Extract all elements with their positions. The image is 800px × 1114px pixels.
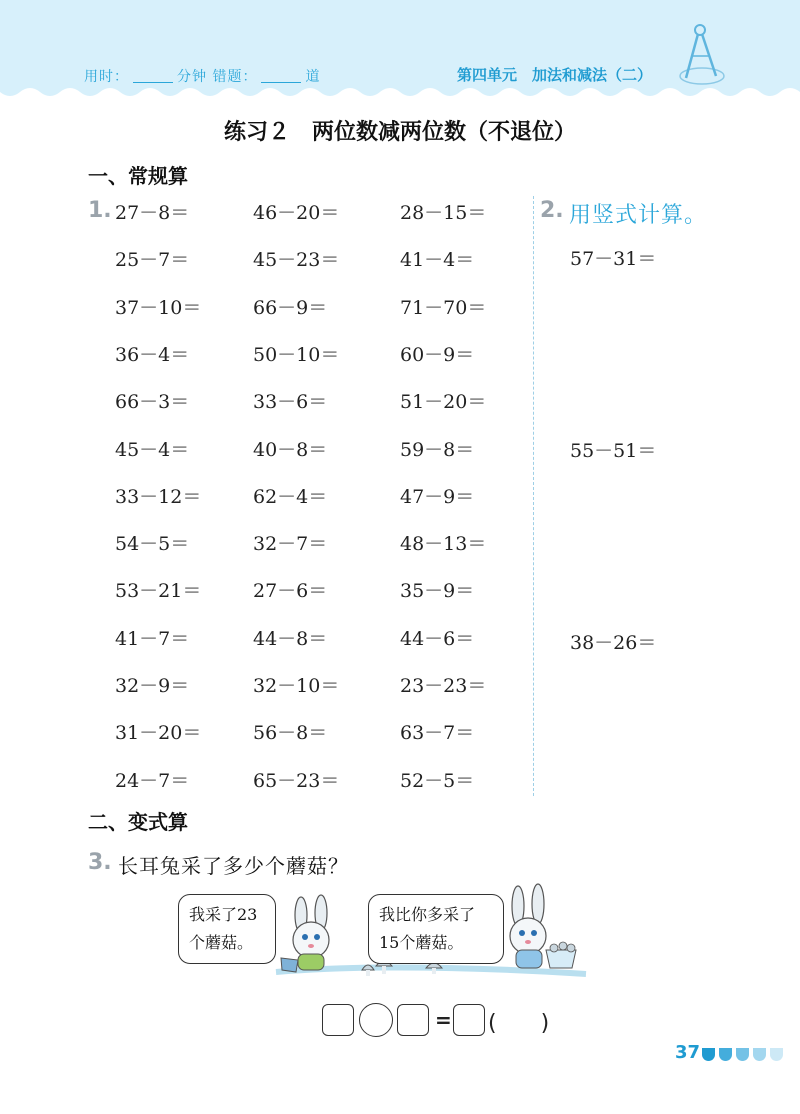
page-title: 练习２ 两位数减两位数（不退位）: [223, 120, 576, 145]
oral-calc-problem: 46－20＝: [253, 202, 340, 224]
speech-bubble-1-line-1: 我采了23: [189, 905, 258, 924]
section-heading-regular: 一、常规算: [88, 164, 188, 188]
oral-calc-problem: 45－4＝: [115, 438, 190, 461]
errors-label: 错题：: [212, 69, 258, 85]
oral-calc-problem: 54－5＝: [115, 533, 190, 556]
oral-calc-problem: 50－10＝: [253, 343, 340, 366]
oral-calc-problem: 44－6＝: [400, 627, 475, 650]
rabbit-2-icon: [510, 884, 576, 968]
page-dot-icon: [702, 1048, 715, 1061]
oral-calc-problem: 40－8＝: [253, 438, 328, 461]
page-dot-icon: [770, 1048, 783, 1061]
speech-bubble-1-line-2: 个蘑菇。: [189, 933, 254, 952]
oral-calc-problem: 47－9＝: [400, 485, 475, 508]
unit-parentheses[interactable]: ( ): [488, 1011, 550, 1036]
oral-calc-problem: 41－4＝: [400, 249, 475, 272]
vertical-calc-instruction: 用竖式计算。: [569, 203, 708, 228]
unit-title: 第四单元 加法和减法（二）: [457, 66, 653, 84]
speech-bubble-2: [368, 894, 504, 964]
answer-box-1[interactable]: [322, 1004, 354, 1036]
oral-calc-problem: 33－12＝: [115, 485, 202, 508]
section-heading-variant: 二、变式算: [88, 810, 188, 834]
speech-bubble-2-line-1: 我比你多采了: [379, 905, 476, 924]
oral-calc-problem: 31－20＝: [115, 722, 202, 745]
vertical-calc-problem: 57－31＝: [570, 248, 657, 270]
page-header: [0, 0, 800, 100]
oral-calc-problem: 32－7＝: [253, 533, 328, 556]
oral-calc-problem: 23－23＝: [400, 675, 487, 697]
oral-calc-problem: 27－6＝: [253, 580, 328, 603]
answer-box-result[interactable]: [453, 1004, 485, 1036]
oral-calc-problem: 66－3＝: [115, 391, 190, 414]
question-number-2: 2.: [540, 198, 564, 223]
compass-icon: [672, 20, 732, 90]
oral-calc-problem: 63－7＝: [400, 722, 475, 745]
question-number-3: 3.: [88, 850, 112, 875]
oral-calc-problem: 60－9＝: [400, 343, 475, 366]
oral-calc-problem: 35－9＝: [400, 580, 475, 603]
word-problem-text: 长耳兔采了多少个蘑菇？: [118, 854, 349, 878]
operator-circle[interactable]: [359, 1003, 393, 1037]
vertical-calc-problem: 55－51＝: [570, 440, 657, 462]
oral-calc-problem: 36－4＝: [115, 343, 190, 366]
oral-calc-problem: 56－8＝: [253, 722, 328, 745]
oral-calc-problem: 41－7＝: [115, 627, 190, 650]
page-dot-icon: [753, 1048, 766, 1061]
oral-calc-problem: 62－4＝: [253, 485, 328, 508]
equals-sign: =: [435, 1008, 452, 1032]
oral-calc-problem: 53－21＝: [115, 580, 202, 603]
oral-calc-problem: 44－8＝: [253, 627, 328, 650]
oral-calc-problem: 45－23＝: [253, 249, 340, 272]
oral-calc-problem: 59－8＝: [400, 438, 475, 461]
page-number: 37: [675, 1042, 701, 1063]
speech-bubble-2-line-2: 15个蘑菇。: [379, 933, 464, 952]
oral-calc-problem: 65－23＝: [253, 769, 340, 792]
page-dot-icon: [719, 1048, 732, 1061]
rabbit-1-icon: [281, 895, 329, 972]
vertical-calc-problem: 38－26＝: [570, 632, 657, 654]
oral-calc-problem: 37－10＝: [115, 296, 202, 319]
time-label: 用时：: [84, 69, 129, 85]
errors-blank: [261, 82, 301, 83]
question-number-1: 1.: [88, 198, 112, 223]
speech-bubble-1: [178, 894, 276, 964]
oral-calc-problem: 71－70＝: [400, 296, 487, 319]
oral-calc-problem: 32－10＝: [253, 675, 340, 697]
oral-calc-problem: 32－9＝: [115, 675, 190, 697]
minute-label: 分钟: [177, 69, 207, 85]
oral-calc-problem: 66－9＝: [253, 296, 328, 319]
oral-calc-problem: 51－20＝: [400, 391, 487, 414]
errors-unit: 道: [305, 69, 321, 85]
oral-calc-problem: 28－15＝: [400, 202, 487, 224]
oral-calc-problem: 24－7＝: [115, 769, 190, 792]
oral-calc-problem: 52－5＝: [400, 769, 475, 792]
oral-calc-problem: 33－6＝: [253, 391, 328, 414]
column-divider: [533, 196, 534, 796]
page-dot-icon: [736, 1048, 749, 1061]
time-blank: [133, 82, 173, 83]
oral-calc-problem: 27－8＝: [115, 202, 190, 224]
time-errors-record: [84, 66, 320, 86]
oral-calc-problem: 48－13＝: [400, 533, 487, 556]
answer-box-2[interactable]: [397, 1004, 429, 1036]
oral-calc-problem: 25－7＝: [115, 249, 190, 272]
